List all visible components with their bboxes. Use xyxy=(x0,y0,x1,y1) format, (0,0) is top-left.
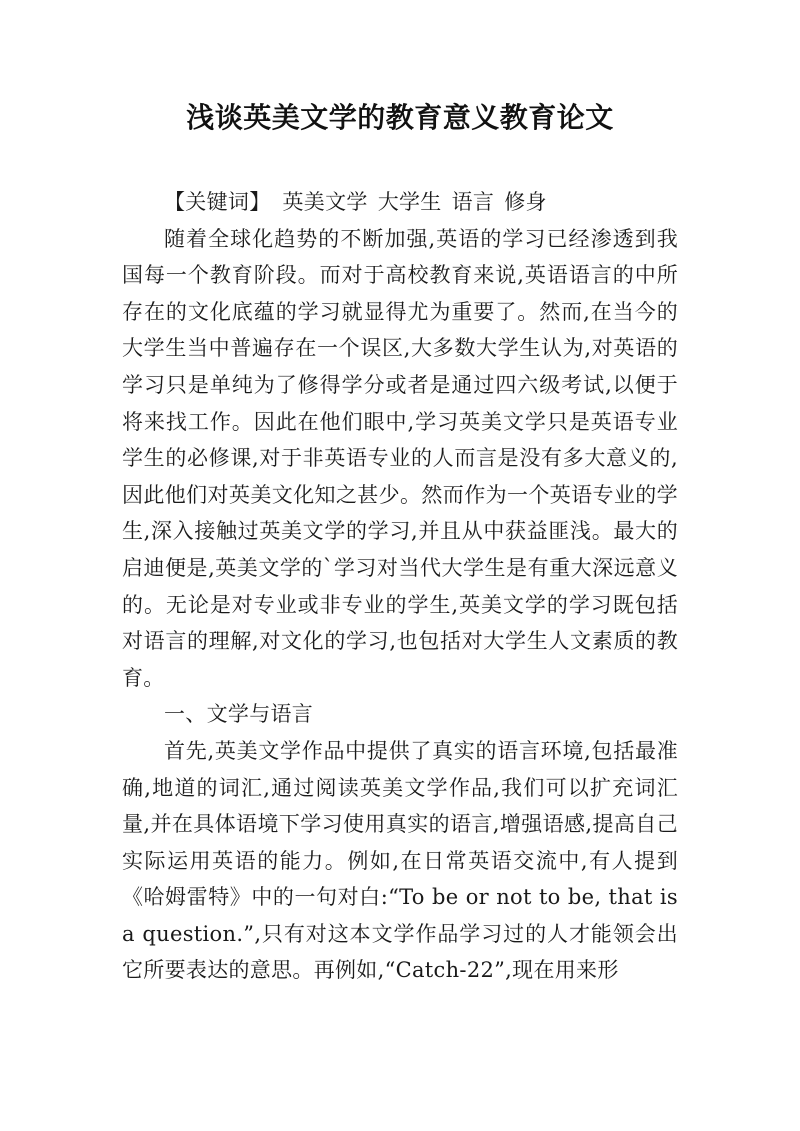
keyword-item: 修身 xyxy=(504,190,547,214)
keywords-label: 【关键词】 xyxy=(164,190,271,214)
intro-paragraph: 随着全球化趋势的不断加强,英语的学习已经渗透到我国每一个教育阶段。而对于高校教育来说,英语语言的中所存在的文化底蕴的学习就显得尤为重要了。然而,在当今的大学生当中普遍存在一个误区,大多数大学生认为,对英语的学习只是单纯为了修得学分或者是通过四六级考试,以便于将来找工作。因此在他们眼中,学习英美文学只是英语专业学生的必修课,对于非英语专业的人而言是没有多大意义的,因此他们对英美文化知之甚少。然而作为一个英语专业的学生,深入接触过英美文学的学习,并且从中获益匪浅。最大的启迪便是,英美文学的`学习对当代大学生是有重大深远意义的。无论是对专业或非专业的学生,英美文学的学习既包括对语言的理解,对文化的学习,也包括对大学生人文素质的教育。 xyxy=(122,226,678,690)
keyword-item: 大学生 xyxy=(377,190,442,214)
document-body xyxy=(122,184,678,989)
document-title: 浅谈英美文学的教育意义教育论文 xyxy=(186,101,614,134)
keyword-item: 语言 xyxy=(451,190,495,214)
keyword-item: 英美文学 xyxy=(282,190,368,214)
keywords-line xyxy=(122,184,678,221)
section-heading: 一、文学与语言 xyxy=(164,702,314,727)
section-paragraph: 首先,英美文学作品中提供了真实的语言环境,包括最准确,地道的词汇,通过阅读英美文学作品,我们可以扩充词汇量,并在具体语境下学习使用真实的语言,增强语感,提高自己实际运用英语的能力。例如,在日常英语交流中,有人提到《哈姆雷特》中的一句对白:“To be or not to be, that is a question.”,只有对这本文学作品学习过的人才能领会出它所要表达的意思。再例如,“Catch-22”,现在用来形 xyxy=(122,738,678,983)
